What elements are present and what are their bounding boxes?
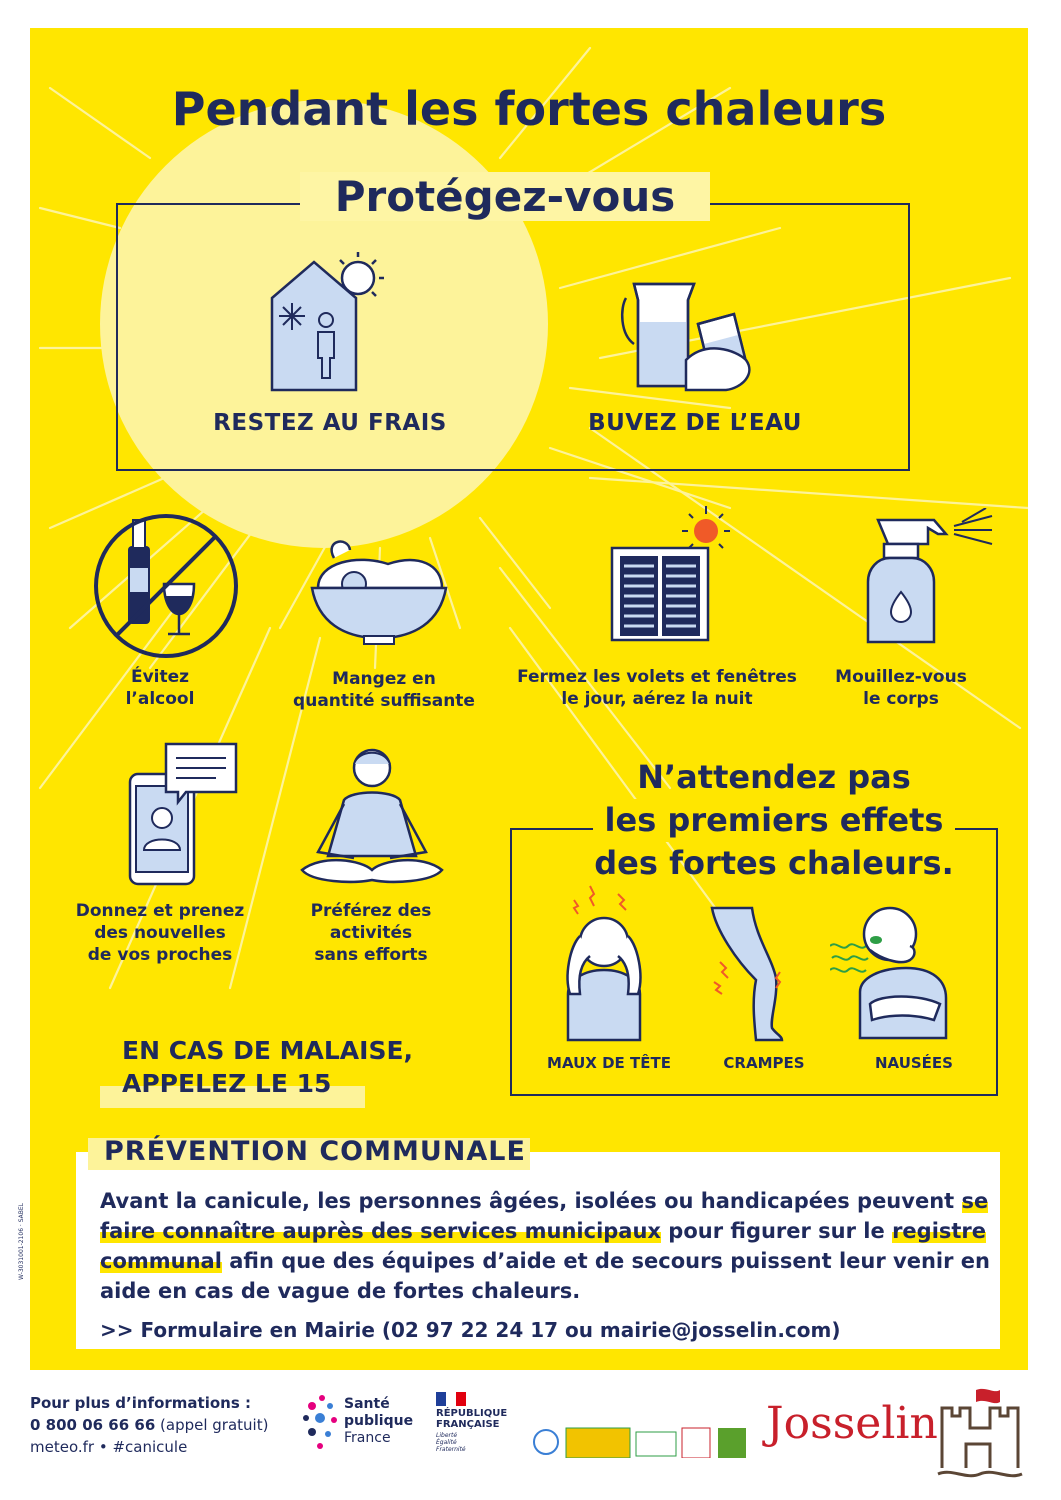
rf-motto bbox=[436, 1432, 466, 1453]
josselin-castle-logo bbox=[936, 1384, 1026, 1480]
protect-label-water: BUVEZ DE L’EAU bbox=[588, 410, 802, 436]
footer-info bbox=[30, 1392, 268, 1458]
tip-news-line2: des nouvelles bbox=[94, 923, 226, 943]
tip-spray bbox=[816, 666, 986, 710]
vertical-code: W-3031001-2106 · SABEL bbox=[18, 1202, 25, 1280]
prevention-text-c: afin que des équipes d’aide et de secours puissent leur venir en aide en cas de vague de fortes chaleurs. bbox=[100, 1249, 990, 1303]
footer-links[interactable]: meteo.fr • #canicule bbox=[30, 1438, 188, 1456]
tip-alcohol-line1: Évitez bbox=[130, 667, 190, 687]
tip-food bbox=[284, 668, 484, 712]
tip-news-line1: Donnez et prenez bbox=[75, 901, 245, 921]
effect-cramps: CRAMPES bbox=[723, 1054, 805, 1072]
malaise-line1: EN CAS DE MALAISE, bbox=[122, 1036, 414, 1065]
tip-shutters-line1: Fermez les volets et fenêtres bbox=[517, 667, 797, 687]
tip-alcohol-line2: l’alcool bbox=[125, 689, 195, 709]
tip-rest-line3: sans efforts bbox=[314, 945, 428, 965]
tip-food-line2: quantité suffisante bbox=[293, 691, 475, 711]
marianne-flag-icon bbox=[436, 1392, 466, 1406]
protect-title: Protégez-vous bbox=[300, 172, 710, 221]
spray-bottle-icon bbox=[858, 508, 998, 648]
sante-line2: publique bbox=[344, 1413, 414, 1429]
sante-publique-text bbox=[344, 1396, 413, 1447]
food-bowl-icon bbox=[308, 528, 458, 648]
effects-title-line2: les premiers effets bbox=[593, 799, 956, 842]
effects-title-line3: des fortes chaleurs. bbox=[594, 844, 954, 882]
prevention-text-a: Avant la canicule, les personnes âgées, isolées ou handicapées peuvent bbox=[100, 1189, 962, 1213]
effect-headache: MAUX DE TÊTE bbox=[547, 1054, 671, 1072]
prevention-text-b: pour figurer sur le bbox=[660, 1219, 893, 1243]
rf-motto2: Égalité bbox=[436, 1439, 457, 1446]
no-alcohol-icon bbox=[92, 512, 242, 662]
malaise-text bbox=[122, 1034, 413, 1100]
tip-shutters bbox=[512, 666, 802, 710]
sante-line1: Santé bbox=[344, 1396, 390, 1412]
effects-title bbox=[554, 756, 994, 885]
rf-motto3: Fraternité bbox=[436, 1446, 466, 1453]
partner-logos bbox=[532, 1426, 752, 1458]
rf-line2: FRANÇAISE bbox=[436, 1419, 500, 1430]
protect-label-cool: RESTEZ AU FRAIS bbox=[213, 410, 447, 436]
prevention-highlight-registre: registre communal bbox=[100, 1219, 987, 1273]
sante-publique-logo-icon bbox=[300, 1392, 344, 1454]
republique-francaise-text bbox=[436, 1408, 507, 1430]
malaise-line2: APPELEZ LE 15 bbox=[122, 1069, 332, 1098]
footer-phone[interactable]: 0 800 06 66 66 bbox=[30, 1416, 156, 1434]
tip-news bbox=[70, 900, 250, 966]
tip-food-line1: Mangez en bbox=[332, 669, 436, 689]
footer-info-line1: Pour plus d’informations : bbox=[30, 1394, 251, 1412]
prevention-title: PRÉVENTION COMMUNALE bbox=[104, 1136, 526, 1167]
main-title: Pendant les fortes chaleurs bbox=[171, 82, 887, 136]
headache-icon bbox=[548, 884, 658, 1044]
effects-title-line1: N’attendez pas bbox=[637, 758, 911, 796]
phone-message-icon bbox=[126, 740, 246, 890]
tip-spray-line1: Mouillez-vous bbox=[835, 667, 967, 687]
tip-rest-line2: activités bbox=[329, 923, 413, 943]
cramps-icon bbox=[706, 902, 806, 1042]
meditation-icon bbox=[296, 742, 446, 892]
nausea-icon bbox=[830, 900, 960, 1040]
prevention-highlight-services: se faire connaître auprès des services municipaux bbox=[100, 1189, 989, 1243]
tip-spray-line2: le corps bbox=[863, 689, 939, 709]
sante-line3: France bbox=[344, 1430, 391, 1446]
house-cool-icon bbox=[266, 248, 396, 393]
tip-news-line3: de vos proches bbox=[87, 945, 233, 965]
tip-rest bbox=[286, 900, 456, 966]
water-jug-icon bbox=[620, 260, 770, 400]
rf-line1: RÉPUBLIQUE bbox=[436, 1408, 508, 1419]
tip-rest-line1: Préférez des bbox=[310, 901, 432, 921]
closed-shutters-icon bbox=[606, 504, 736, 644]
prevention-text bbox=[100, 1186, 990, 1306]
josselin-wordmark: Josselin bbox=[766, 1398, 938, 1449]
tip-alcohol bbox=[80, 666, 240, 710]
footer-phone-note: (appel gratuit) bbox=[155, 1416, 269, 1434]
prevention-form-line: >> Formulaire en Mairie (02 97 22 24 17 ou mairie@josselin.com) bbox=[100, 1318, 841, 1342]
effect-nausea: NAUSÉES bbox=[875, 1054, 953, 1072]
poster bbox=[30, 28, 1028, 1370]
tip-shutters-line2: le jour, aérez la nuit bbox=[561, 689, 753, 709]
rf-motto1: Liberté bbox=[436, 1432, 458, 1439]
